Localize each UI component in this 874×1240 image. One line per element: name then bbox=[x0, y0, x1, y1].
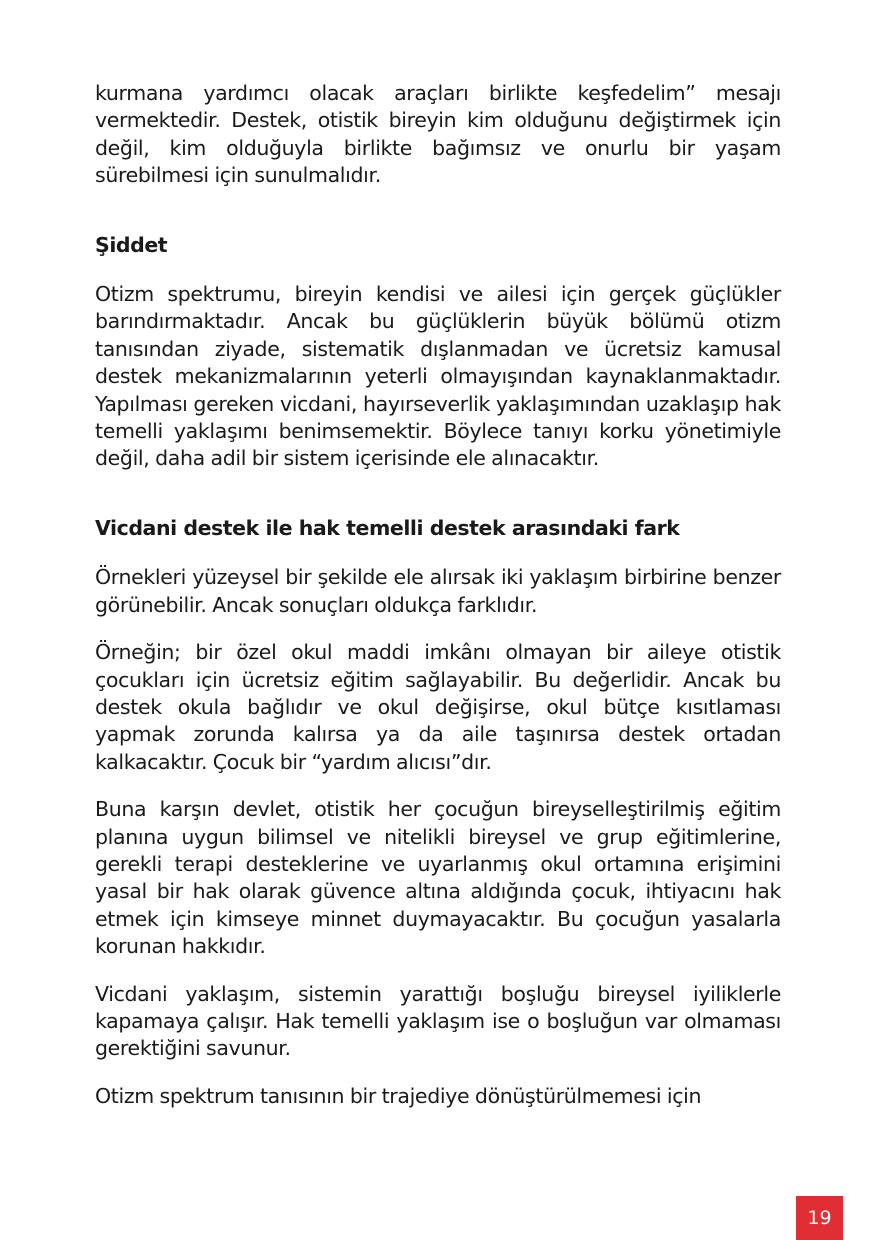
paragraph-ornekleri: Örnekleri yüzeysel bir şekilde ele alırsak iki yaklaşım birbirine benzer görünebilir. Ancak sonuçları oldukça farklıdır. bbox=[95, 565, 781, 617]
paragraph-otizm-tanisi: Otizm spektrum tanısının bir trajediye dönüştürülmemesi için bbox=[95, 1083, 702, 1108]
page-content bbox=[95, 80, 781, 1130]
paragraph-intro: kurmana yardımcı olacak araçları birlikte keşfedelim” mesajı vermektedir. Destek, otistik bireyin kim olduğunu değiştirmek için değil, kim olduğuyla birlikte bağımsız ve onurlu bir yaşam sürebilmesi için sunulmalıdır. bbox=[95, 81, 781, 188]
paragraph-otizm-spektrumu: Otizm spektrumu, bireyin kendisi ve ailesi için gerçek güçlükler barındırmaktadır. Ancak bu güçlüklerin büyük bölümü otizm tanısından ziyade, sistematik dışlanmadan ve ücretsiz kamusal destek mekanizmalarının yeterli olmayışından kaynaklanmaktadır. Yapılması gereken vicdani, hayırseverlik yaklaşımından uzaklaşıp hak temelli yaklaşımı benimsemektir. Böylece tanıyı korku yönetimiyle değil, daha adil bir sistem içerisinde ele alınacaktır. bbox=[95, 282, 781, 471]
paragraph-vicdani-yaklasim: Vicdani yaklaşım, sistemin yarattığı boşluğu bireysel iyiliklerle kapamaya çalışır. Hak temelli yaklaşım ise o boşluğun var olmaması gerektiğini savunur. bbox=[95, 981, 781, 1061]
section-heading-vicdani-destek: Vicdani destek ile hak temelli destek arasındaki fark bbox=[95, 515, 680, 540]
section-heading-siddet: Şiddet bbox=[95, 232, 168, 257]
paragraph-ornegin: Örneğin; bir özel okul maddi imkânı olmayan bir aileye otistik çocukları için ücretsiz eğitim sağlayabilir. Bu değerlidir. Ancak bu destek okula bağlıdır ve okul değişirse, okul bütçe kısıtlaması yapmak zorunda kalırsa ya da aile taşınırsa destek ortadan kalkacaktır. Çocuk bir “yardım alıcısı”dır. bbox=[95, 640, 781, 774]
paragraph-buna-karsin: Buna karşın devlet, otistik her çocuğun bireyselleştirilmiş eğitim planına uygun bilimsel ve nitelikli bireysel ve grup eğitimlerine, gerekli terapi desteklerine ve uyarlanmış okul ortamına erişimini yasal bir hak olarak güvence altına aldığında çocuk, ihtiyacını hak etmek için kimseye minnet duymayacaktır. Bu çocuğun yasalarla korunan hakkıdır. bbox=[95, 797, 781, 959]
page-number: 19 bbox=[796, 1196, 843, 1240]
